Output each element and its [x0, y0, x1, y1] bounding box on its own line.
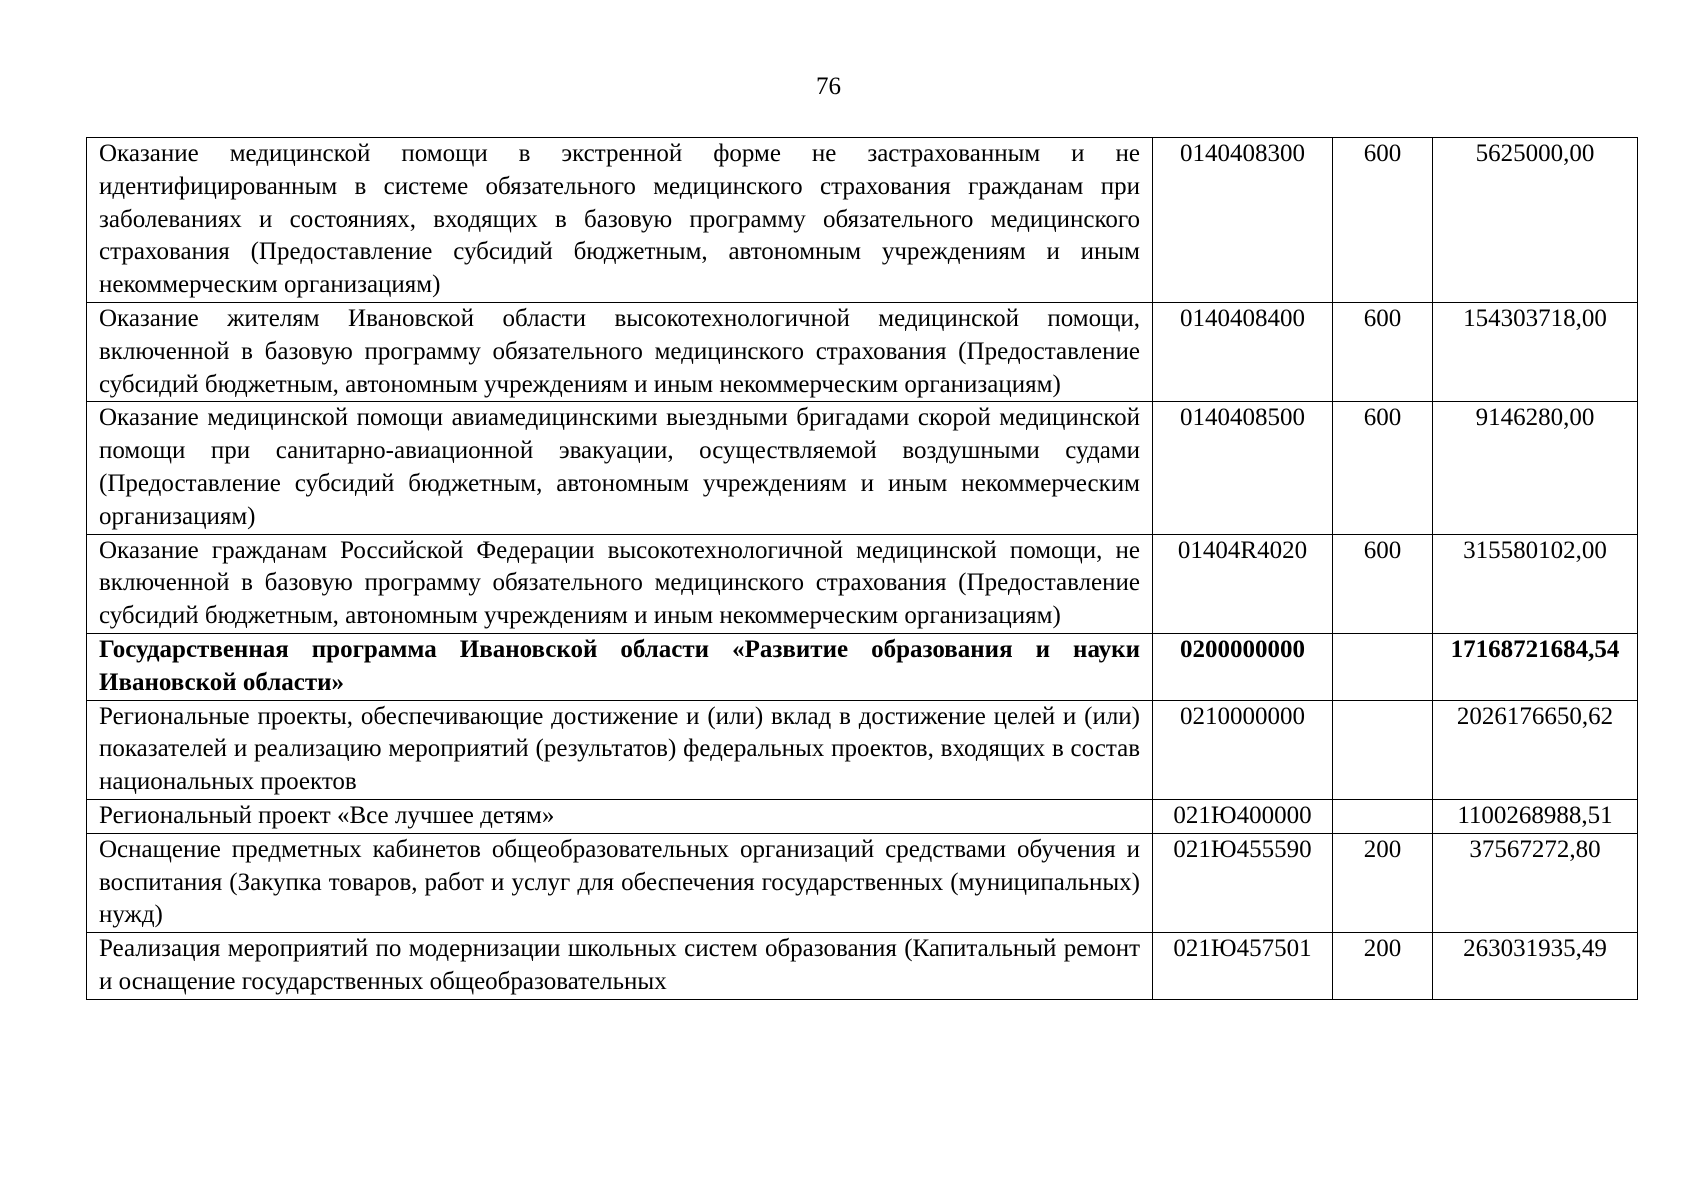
row-amount: 315580102,00 [1433, 534, 1638, 633]
row-amount: 37567272,80 [1433, 833, 1638, 932]
table-row-program [87, 633, 1638, 700]
row-expense-type [1333, 799, 1433, 833]
row-code: 0200000000 [1153, 633, 1333, 700]
row-code: 0140408300 [1153, 138, 1333, 303]
row-amount: 263031935,49 [1433, 933, 1638, 1000]
row-code: 0140408500 [1153, 402, 1333, 534]
row-expense-type: 600 [1333, 138, 1433, 303]
table-row [87, 402, 1638, 534]
row-code: 021Ю455590 [1153, 833, 1333, 932]
row-expense-type: 600 [1333, 302, 1433, 401]
row-expense-type: 600 [1333, 402, 1433, 534]
page-number: 76 [816, 73, 841, 100]
table-row [87, 534, 1638, 633]
row-expense-type: 600 [1333, 534, 1433, 633]
row-name: Реализация мероприятий по модернизации школьных систем образования (Капитальный ремонт и оснащение государственных общеобразовательных [87, 933, 1153, 1000]
row-expense-type: 200 [1333, 833, 1433, 932]
row-name: Оказание медицинской помощи авиамедицинскими выездными бригадами скорой медицинской помощи при санитарно-авиационной эвакуации, осуществляемой воздушными судами (Предоставление субсидий бюджетным, автономным учреждениям и иным некоммерческим организациям) [87, 402, 1153, 534]
row-expense-type [1333, 633, 1433, 700]
table-row [87, 302, 1638, 401]
row-amount: 17168721684,54 [1433, 633, 1638, 700]
row-amount: 2026176650,62 [1433, 700, 1638, 799]
row-name: Оказание гражданам Российской Федерации высокотехнологичной медицинской помощи, не включенной в базовую программу обязательного медицинского страхования (Предоставление субсидий бюджетным, автономным учреждениям и иным некоммерческим организациям) [87, 534, 1153, 633]
row-code: 0210000000 [1153, 700, 1333, 799]
row-amount: 5625000,00 [1433, 138, 1638, 303]
table-row [87, 833, 1638, 932]
row-code: 0140408400 [1153, 302, 1333, 401]
row-code: 021Ю400000 [1153, 799, 1333, 833]
row-expense-type: 200 [1333, 933, 1433, 1000]
row-name: Оснащение предметных кабинетов общеобразовательных организаций средствами обучения и воспитания (Закупка товаров, работ и услуг для обеспечения государственных (муниципальных) нужд) [87, 833, 1153, 932]
row-code: 01404R4020 [1153, 534, 1333, 633]
row-name: Региональные проекты, обеспечивающие достижение и (или) вклад в достижение целей и (или) показателей и реализацию мероприятий (результатов) федеральных проектов, входящих в состав национальных проектов [87, 700, 1153, 799]
row-expense-type [1333, 700, 1433, 799]
row-name: Оказание жителям Ивановской области высокотехнологичной медицинской помощи, включенной в базовую программу обязательного медицинского страхования (Предоставление субсидий бюджетным, автономным учреждениям и иным некоммерческим организациям) [87, 302, 1153, 401]
table-row [87, 799, 1638, 833]
row-code: 021Ю457501 [1153, 933, 1333, 1000]
row-name: Региональный проект «Все лучшее детям» [87, 799, 1153, 833]
row-amount: 154303718,00 [1433, 302, 1638, 401]
row-name: Оказание медицинской помощи в экстренной форме не застрахованным и не идентифицированным в системе обязательного медицинского страхования гражданам при заболеваниях и состояниях, входящих в базовую программу обязательного медицинского страхования (Предоставление субсидий бюджетным, автономным учреждениям и иным некоммерческим организациям) [87, 138, 1153, 303]
table-row [87, 700, 1638, 799]
row-amount: 9146280,00 [1433, 402, 1638, 534]
row-amount: 1100268988,51 [1433, 799, 1638, 833]
budget-table [86, 137, 1638, 1000]
row-name: Государственная программа Ивановской области «Развитие образования и науки Ивановской области» [87, 633, 1153, 700]
table-row [87, 138, 1638, 303]
table-row [87, 933, 1638, 1000]
